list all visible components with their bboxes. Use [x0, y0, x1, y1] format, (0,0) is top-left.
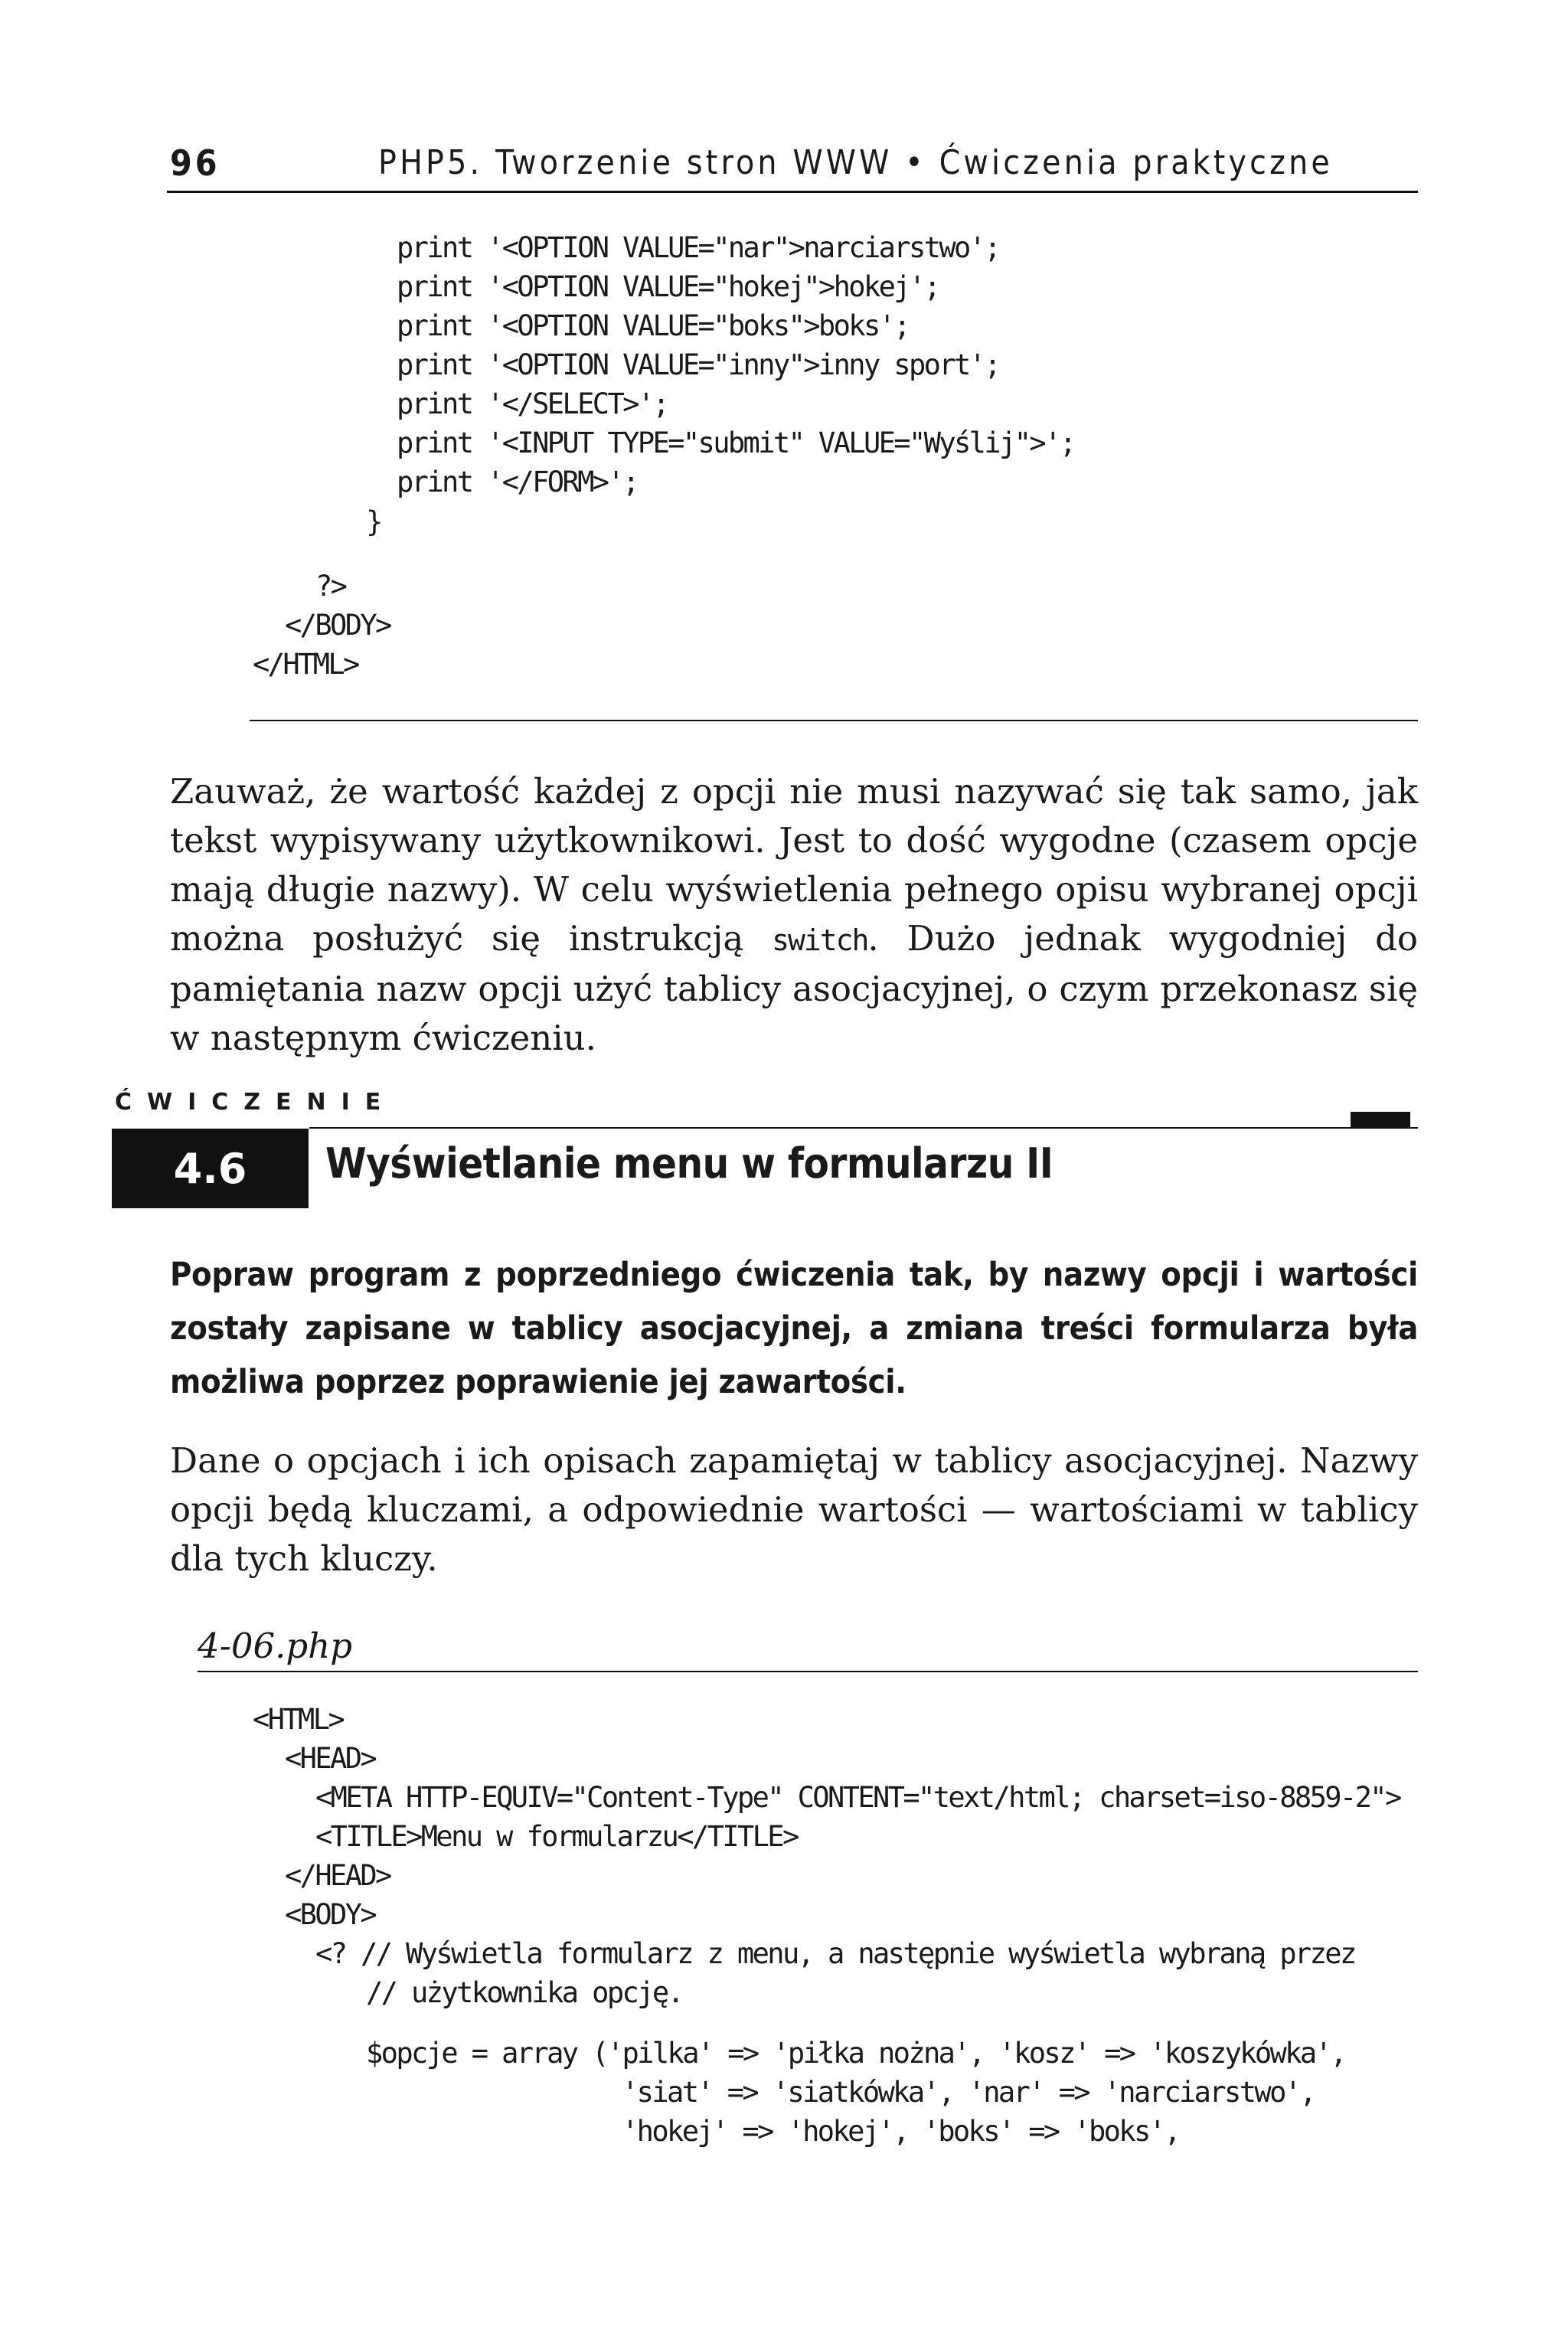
code-line: print '<OPTION VALUE="inny">inny sport';	[397, 348, 1000, 381]
code-line: print '</SELECT>';	[397, 387, 668, 420]
exercise-number-box	[112, 1129, 309, 1208]
code-line: // użytkownika opcję.	[366, 1976, 683, 2009]
paragraph-text: . Dużo jednak wygodniej do pamiętania nazw opcji użyć tablicy asocjacyjnej, o czym przekonasz się w następnym ćwiczeniu.	[170, 918, 1419, 1058]
header-rule	[167, 191, 1418, 193]
code-line: print '<OPTION VALUE="hokej">hokej';	[397, 270, 939, 303]
code-line: print '<OPTION VALUE="nar">narciarstwo';	[397, 231, 1000, 264]
exercise-task: Popraw program z poprzedniego ćwiczenia tak, by nazwy opcji i wartości zostały zapisane w tablicy asocjacyjnej, a zmiana treści formularza była możliwa poprzez poprawienie jej zawartości.	[170, 1256, 1418, 1401]
code-line: print '</FORM>';	[397, 466, 638, 498]
listing-filename: 4-06.php	[198, 1626, 352, 1666]
code-line: }	[366, 505, 381, 538]
code-line: ?>	[315, 570, 346, 603]
code-line: <HEAD>	[285, 1742, 376, 1775]
code-line: $opcje = array ('pilka' => 'piłka nożna', 'kosz' => 'koszykówka',	[366, 2037, 1345, 2070]
body-paragraph	[170, 767, 1418, 1063]
page-number: 96	[170, 142, 220, 184]
code-line: </BODY>	[285, 609, 390, 642]
code-line: </HEAD>	[285, 1859, 390, 1892]
code-line: <META HTTP-EQUIV="Content-Type" CONTENT="text/html; charset=iso-8859-2">	[315, 1781, 1400, 1814]
body-paragraph-2: Dane o opcjach i ich opisach zapamiętaj w tablicy asocjacyjnej. Nazwy opcji będą kluczami, a odpowiednie wartości — wartościami w tablicy dla tych kluczy.	[170, 1440, 1418, 1579]
code-line: </HTML>	[253, 648, 358, 681]
exercise-label: ĆWICZENIE	[115, 1089, 397, 1116]
code-line: print '<OPTION VALUE="boks">boks';	[397, 309, 909, 342]
inline-code: switch	[772, 923, 868, 957]
code-line: print '<INPUT TYPE="submit" VALUE="Wyślij">';	[397, 426, 1075, 459]
code-line: <TITLE>Menu w formularzu</TITLE>	[315, 1820, 798, 1853]
code-line: <BODY>	[285, 1898, 376, 1931]
listing-end-rule	[250, 720, 1418, 721]
code-line: 'hokej' => 'hokej', 'boks' => 'boks',	[622, 2115, 1180, 2148]
exercise-rule	[309, 1127, 1418, 1129]
running-title: PHP5. Tworzenie stron WWW • Ćwiczenia praktyczne	[378, 143, 1333, 182]
exercise-marker	[1351, 1112, 1410, 1127]
exercise-number: 4.6	[173, 1144, 247, 1193]
paragraph-text: Zauważ, że wartość każdej z opcji nie musi nazywać się tak samo, jak tekst wypisywany użytkownikowi. Jest to dość wygodne (czasem opcje mają długie nazwy). W celu wyświetlenia pełnego opisu wybranej opcji można posłużyć się instrukcją	[170, 771, 1418, 959]
listing-rule	[198, 1671, 1418, 1672]
code-line: 'siat' => 'siatkówka', 'nar' => 'narciarstwo',	[622, 2076, 1315, 2109]
exercise-title: Wyświetlanie menu w formularzu II	[325, 1139, 1054, 1188]
code-line: <? // Wyświetla formularz z menu, a następnie wyświetla wybraną przez	[315, 1937, 1355, 1970]
code-line: <HTML>	[253, 1703, 344, 1736]
